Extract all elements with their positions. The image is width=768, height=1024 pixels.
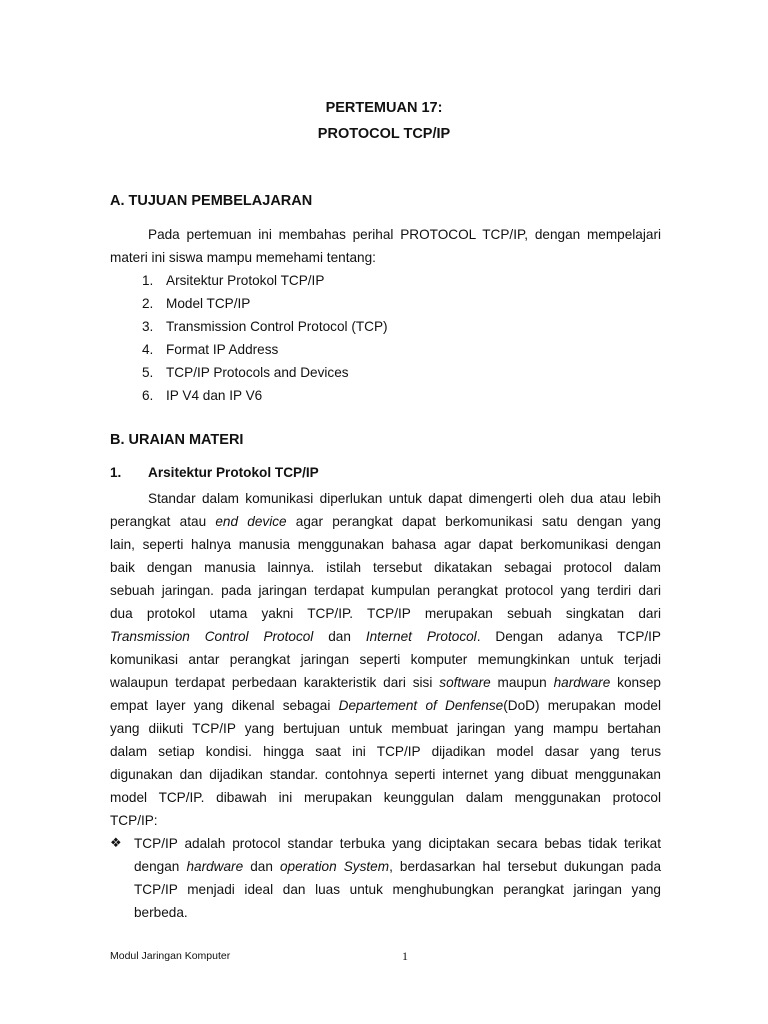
- text-run: dan: [313, 629, 366, 644]
- paragraph-line: dalam setiap kondisi. hingga saat ini TCP/IP dijadikan model dasar yang terus: [110, 744, 661, 759]
- text-run: dengan: [134, 859, 187, 874]
- list-number: 5.: [142, 365, 154, 380]
- italic-run: hardware: [553, 675, 611, 690]
- text-run: (DoD) merupakan model: [503, 698, 661, 713]
- list-item: [142, 338, 278, 361]
- document-title: PERTEMUAN 17:: [325, 100, 443, 116]
- section-b-heading: B. URAIAN MATERI: [110, 432, 244, 448]
- bullet-line: [134, 855, 661, 878]
- list-text: Transmission Control Protocol (TCP): [166, 319, 388, 334]
- list-text: Arsitektur Protokol TCP/IP: [166, 273, 325, 288]
- text-run: . Dengan adanya TCP/IP: [476, 629, 662, 644]
- page-number: 1: [402, 949, 408, 963]
- footer-module-name: Modul Jaringan Komputer: [110, 950, 231, 962]
- paragraph-line: yang diikuti TCP/IP yang bertujuan untuk membuat jaringan yang mampu bertahan: [110, 721, 661, 736]
- subsection-title: Arsitektur Protokol TCP/IP: [148, 465, 319, 480]
- italic-run: software: [439, 675, 491, 690]
- list-number: 3.: [142, 319, 154, 334]
- text-run: maupun: [490, 675, 554, 690]
- list-item: [142, 292, 250, 315]
- paragraph-line: digunakan dan dijadikan standar. contohnya seperti internet yang dibuat menggunakan: [110, 767, 661, 782]
- list-text: Model TCP/IP: [166, 296, 251, 311]
- list-item: [142, 384, 262, 407]
- text-run: walaupun terdapat perbedaan karakteristik dari sisi: [110, 675, 440, 690]
- paragraph-line: model TCP/IP. dibawah ini merupakan keunggulan dalam menggunakan protocol: [110, 790, 661, 805]
- diamond-bullet-icon: ❖: [110, 836, 122, 851]
- paragraph-line: TCP/IP:: [110, 813, 158, 828]
- document-subtitle: PROTOCOL TCP/IP: [317, 126, 451, 142]
- list-item: [142, 269, 324, 292]
- list-item: [142, 315, 388, 338]
- paragraph-line: lain, seperti halnya manusia menggunakan bahasa agar dapat berkomunikasi dengan: [110, 537, 661, 552]
- italic-run: Transmission Control Protocol: [110, 629, 314, 644]
- list-number: 2.: [142, 296, 154, 311]
- intro-line-2: materi ini siswa mampu memehami tentang:: [110, 250, 376, 265]
- paragraph-line: baik dengan manusia lainnya. istilah tersebut dikatakan sebagai protocol dalam: [110, 560, 661, 575]
- list-text: IP V4 dan IP V6: [166, 388, 263, 403]
- text-run: empat layer yang dikenal sebagai: [110, 698, 339, 713]
- text-run: perangkat atau: [110, 514, 216, 529]
- bullet-line: berbeda.: [134, 905, 188, 920]
- italic-run: Internet Protocol: [365, 629, 477, 644]
- paragraph-line: [110, 671, 661, 694]
- text-run: konsep: [610, 675, 661, 690]
- paragraph-line: [110, 694, 661, 717]
- paragraph-line: [110, 510, 661, 533]
- list-item: [142, 361, 349, 384]
- text-run: , berdasarkan hal tersebut dukungan pada: [389, 859, 662, 874]
- text-run: dan: [243, 859, 280, 874]
- paragraph-line: Standar dalam komunikasi diperlukan untuk dapat dimengerti oleh dua atau lebih: [148, 491, 661, 506]
- paragraph-line: dua protokol utama yakni TCP/IP. TCP/IP merupakan sebuah singkatan dari: [110, 606, 661, 621]
- list-number: 6.: [142, 388, 154, 403]
- italic-run: Departement of Denfense: [338, 698, 504, 713]
- italic-run: end device: [215, 514, 287, 529]
- list-number: 1.: [142, 273, 154, 288]
- list-text: Format IP Address: [166, 342, 279, 357]
- paragraph-line: [110, 625, 661, 648]
- italic-run: operation System: [279, 859, 390, 874]
- list-text: TCP/IP Protocols and Devices: [166, 365, 349, 380]
- italic-run: hardware: [186, 859, 244, 874]
- bullet-line: TCP/IP menjadi ideal dan luas untuk menghubungkan perangkat jaringan yang: [134, 882, 661, 897]
- list-number: 4.: [142, 342, 154, 357]
- paragraph-line: sebuah jaringan. pada jaringan terdapat kumpulan perangkat protocol yang terdiri dari: [110, 583, 661, 598]
- intro-line-1: Pada pertemuan ini membahas perihal PROTOCOL TCP/IP, dengan mempelajari: [148, 227, 661, 242]
- bullet-line: TCP/IP adalah protocol standar terbuka yang diciptakan secara bebas tidak terikat: [134, 836, 661, 851]
- subsection-number: 1.: [110, 465, 122, 480]
- section-a-heading: A. TUJUAN PEMBELAJARAN: [110, 193, 313, 209]
- paragraph-line: komunikasi antar perangkat jaringan seperti komputer memungkinkan untuk terjadi: [110, 652, 661, 667]
- text-run: agar perangkat dapat berkomunikasi satu dengan yang: [286, 514, 661, 529]
